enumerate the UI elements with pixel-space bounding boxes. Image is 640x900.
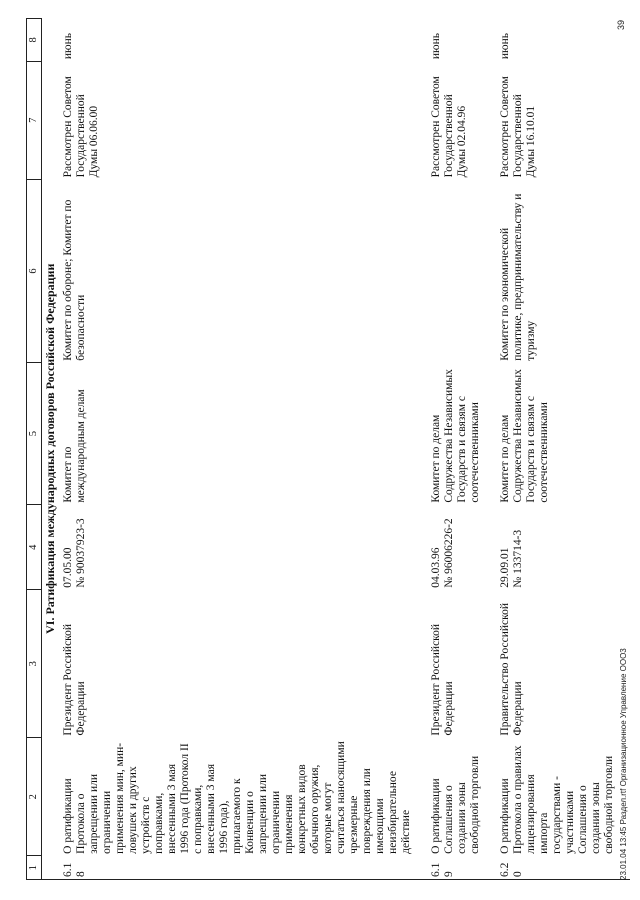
row-number: 6.20 bbox=[496, 856, 630, 880]
co-committee: Комитет по обороне; Комитет по безопасности bbox=[62, 199, 87, 361]
table-row bbox=[427, 19, 496, 880]
registration: 04.03.96 № 96006226-2 bbox=[430, 518, 455, 588]
bill-title: О ратификации Протокола о запрещении или ограничении применения мин, мин-ловушек и других устройств с поправками, внесенными 3 мая 1996 года (Протокол II с поправками, внесенными 3 мая 1996 года), прилагаемого к Конвенции о запрещении или ограничении применения конкретных видов обычного оружия, которые могут считаться наносящими чрезмерные повреждения или имеющими неизбирательное действие bbox=[62, 741, 412, 854]
column-number: 8 bbox=[27, 19, 42, 62]
column-number: 4 bbox=[27, 505, 42, 590]
responsible-committee: Комитет по международным делам bbox=[62, 389, 87, 503]
row-number: 6.19 bbox=[427, 856, 496, 880]
page-number: 39 bbox=[616, 20, 626, 31]
section-header-row bbox=[42, 19, 60, 880]
table-row bbox=[59, 19, 427, 880]
month: июнь bbox=[430, 32, 442, 60]
initiator: Президент Российской Федерации bbox=[430, 623, 455, 736]
bill-title: О ратификации Протокола о правилах лицензирования импорта государствами - участниками Соглашения о создании зоны свободной торговли bbox=[499, 745, 615, 854]
status: Рассмотрен Советом Государственной Думы 16.10.01 bbox=[499, 76, 537, 178]
column-number: 1 bbox=[27, 856, 42, 880]
registration: 07.05.00 № 90037923-3 bbox=[62, 518, 87, 588]
month: июнь bbox=[499, 32, 511, 60]
bill-title: О ратификации Соглашения о создании зоны свободной торговли bbox=[430, 755, 481, 854]
co-committee: Комитет по экономической политике, предпринимательству и туризму bbox=[499, 193, 537, 361]
row-number: 6.18 bbox=[59, 856, 427, 880]
month: июнь bbox=[62, 32, 74, 60]
legislation-table bbox=[26, 18, 630, 880]
column-number: 3 bbox=[27, 590, 42, 738]
column-number-row bbox=[27, 19, 42, 880]
section-title: VI. Ратификация международных договоров Российской Федерации bbox=[42, 19, 60, 880]
page-footer: 23.01.04 13:45 Раздел.rtf Организационное Управление ООО3 bbox=[619, 648, 628, 880]
column-number: 5 bbox=[27, 363, 42, 505]
column-number: 7 bbox=[27, 61, 42, 179]
column-number: 6 bbox=[27, 179, 42, 362]
co-committee bbox=[427, 179, 496, 362]
status: Рассмотрен Советом Государственной Думы 02.04.96 bbox=[430, 76, 468, 178]
responsible-committee: Комитет по делам Содружества Независимых Государств и связям с соотечественниками bbox=[430, 369, 481, 503]
column-number: 2 bbox=[27, 738, 42, 856]
initiator: Президент Российской Федерации bbox=[62, 623, 87, 736]
initiator: Правительство Российской Федерации bbox=[499, 602, 524, 736]
table-row bbox=[496, 19, 630, 880]
registration: 29.09.01 № 133714-3 bbox=[499, 529, 524, 588]
status: Рассмотрен Советом Государственной Думы 06.06.00 bbox=[62, 76, 100, 178]
responsible-committee: Комитет по делам Содружества Независимых Государств и связям с соотечественниками bbox=[499, 369, 550, 503]
